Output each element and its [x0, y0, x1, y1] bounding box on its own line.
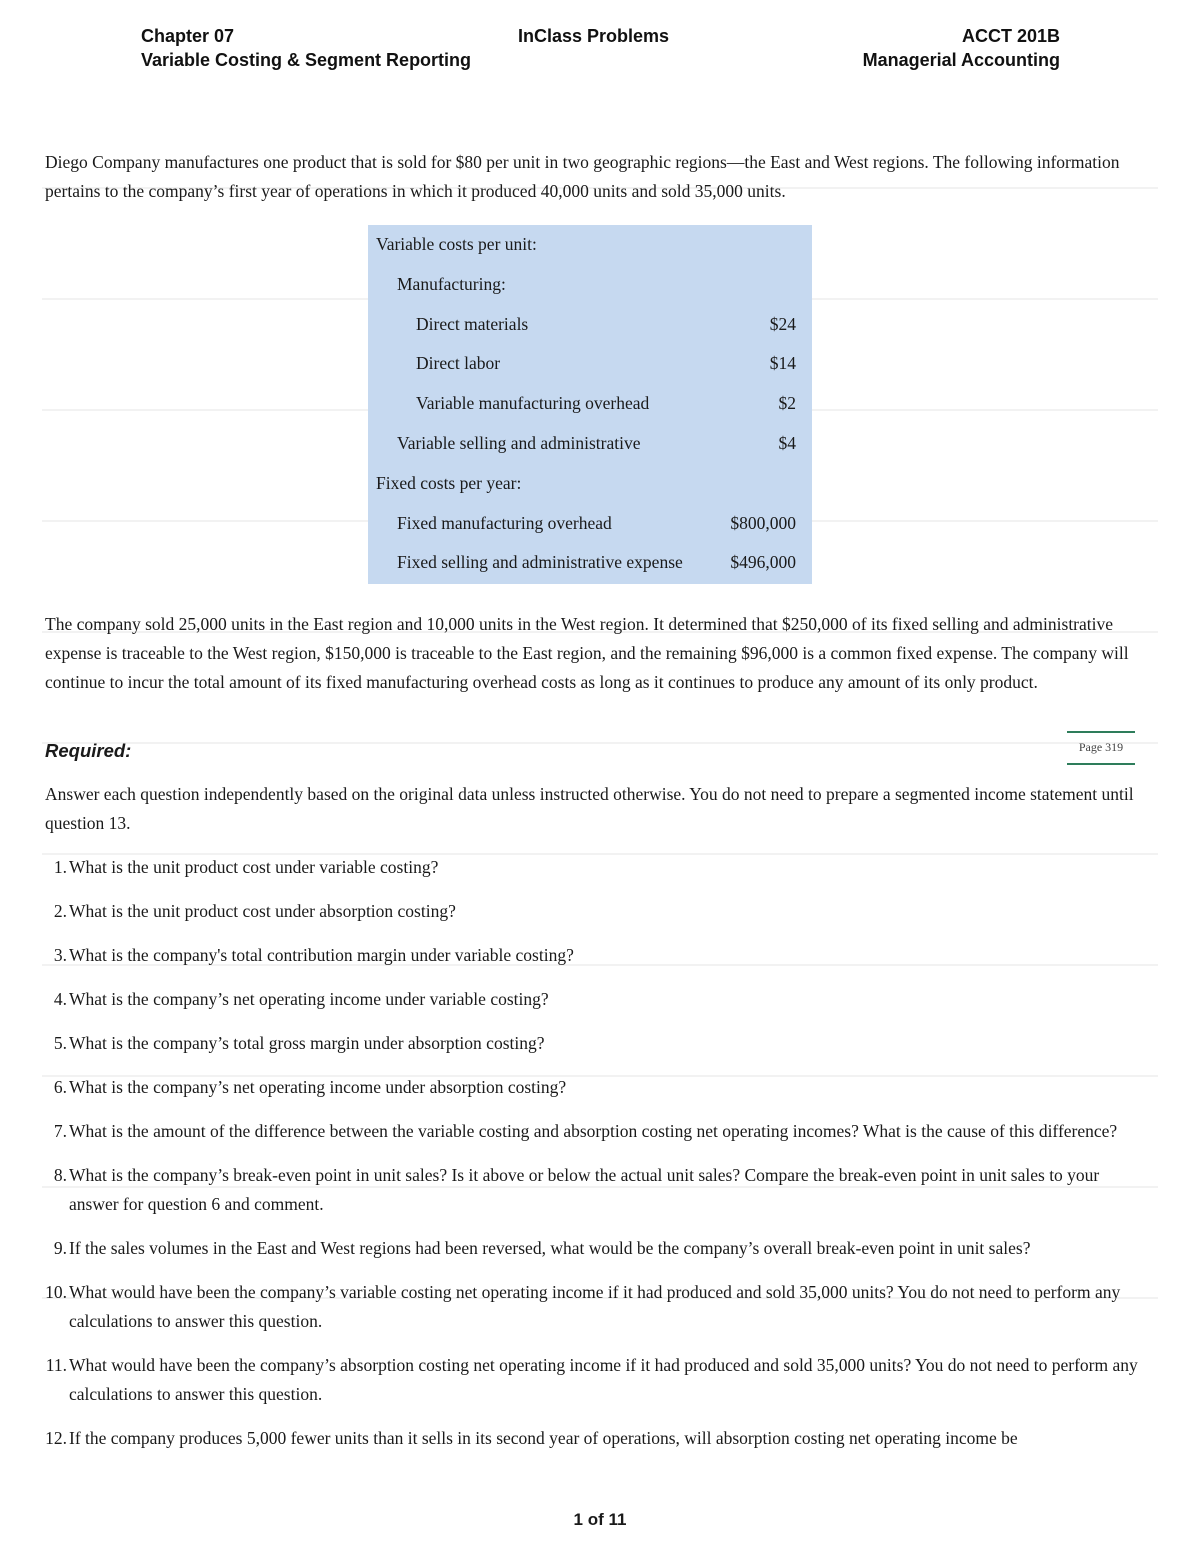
page-number: 1 of 11 — [573, 1510, 627, 1529]
question-text: What is the company’s net operating income under absorption costing? — [69, 1077, 567, 1097]
question-item — [45, 985, 1145, 1014]
divider — [42, 742, 1158, 744]
question-number: 3. — [53, 945, 67, 965]
question-number: 12. — [45, 1428, 67, 1448]
question-text: What is the company’s break-even point in unit sales? Is it above or below the actual unit sales? Compare the break-even point in unit sales to your answer for question 6 and comment. — [69, 1165, 1100, 1214]
question-text: What is the unit product cost under absorption costing? — [69, 901, 456, 921]
problem-intro: Diego Company manufactures one product that is sold for $80 per unit in two geographic regions—the East and West regions. The following information pertains to the company’s first year of operations in which it produced 40,000 units and sold 35,000 units. — [45, 152, 1120, 201]
question-text: What would have been the company’s variable costing net operating income if it had produced and sold 35,000 units? You do not need to perform any calculations to answer this question. — [69, 1282, 1121, 1331]
required-heading: Required: — [45, 740, 132, 761]
question-item — [45, 1234, 1145, 1263]
question-item — [45, 897, 1145, 926]
cost-label: Variable manufacturing overhead — [416, 393, 650, 414]
cost-label: Direct materials — [416, 313, 529, 334]
cost-table-row — [368, 544, 812, 584]
cost-label: Fixed manufacturing overhead — [397, 512, 612, 533]
problem-details: The company sold 25,000 units in the East region and 10,000 units in the West region. It determined that $250,000 of its fixed selling and administrative expense is traceable to the West region, $150,000 is traceable to the East region, and the remaining $96,000 is a common fixed expense. The company will continue to incur the total amount of its fixed manufacturing overhead costs as long as it continues to produce any amount of its only product. — [45, 614, 1129, 692]
question-list — [45, 853, 1145, 1468]
question-number: 8. — [53, 1165, 67, 1185]
cost-table-row — [368, 226, 812, 266]
question-text: If the company produces 5,000 fewer units than it sells in its second year of operations, will absorption costing net operating income be — [69, 1428, 1018, 1448]
cost-amount: $14 — [769, 353, 796, 374]
question-item — [45, 1029, 1145, 1058]
question-item — [45, 941, 1145, 970]
question-item — [45, 1117, 1145, 1146]
cost-table-row — [368, 266, 812, 306]
question-item — [45, 1073, 1145, 1102]
question-text: What is the company’s total gross margin under absorption costing? — [69, 1033, 545, 1053]
question-item — [45, 1351, 1145, 1409]
question-number: 11. — [45, 1355, 67, 1375]
cost-amount: $4 — [778, 433, 796, 453]
question-item — [45, 1161, 1145, 1219]
cost-label: Fixed selling and administrative expense — [397, 552, 683, 573]
question-text: What would have been the company’s absorption costing net operating income if it had produced and sold 35,000 units? You do not need to perform any calculations to answer this question. — [69, 1355, 1138, 1404]
question-item — [45, 1424, 1145, 1453]
document-type: InClass Problems — [518, 26, 670, 46]
cost-table-row — [368, 425, 812, 465]
question-text: What is the company's total contribution margin under variable costing? — [69, 945, 574, 965]
cost-table-row — [368, 505, 812, 545]
question-number: 1. — [53, 857, 67, 877]
cost-table-row — [368, 385, 812, 425]
question-number: 6. — [53, 1077, 67, 1097]
question-text: What is the company’s net operating income under variable costing? — [69, 989, 549, 1009]
course-code: ACCT 201B — [961, 26, 1060, 46]
page-header — [141, 24, 1060, 74]
cost-label: Variable selling and administrative — [397, 433, 641, 453]
cost-table-row — [368, 345, 812, 385]
question-number: 4. — [53, 989, 67, 1009]
chapter-title: Variable Costing & Segment Reporting — [141, 50, 472, 70]
answer-instructions: Answer each question independently based on the original data unless instructed otherwise. You do not need to prepare a segmented income statement until question 13. — [45, 784, 1134, 833]
question-number: 9. — [53, 1238, 67, 1258]
cost-table — [368, 225, 812, 584]
question-number: 7. — [53, 1121, 67, 1141]
cost-amount: $2 — [778, 393, 796, 414]
question-number: 5. — [53, 1033, 67, 1053]
question-number: 2. — [53, 901, 67, 921]
cost-table-row — [368, 465, 812, 505]
cost-amount: $496,000 — [730, 552, 796, 573]
cost-label: Variable costs per unit: — [376, 234, 537, 254]
question-text: What is the amount of the difference between the variable costing and absorption costing net operating incomes? What is the cause of this difference? — [69, 1121, 1118, 1141]
cost-table-row — [368, 306, 812, 346]
question-text: If the sales volumes in the East and West regions had been reversed, what would be the company’s overall break-even point in unit sales? — [69, 1238, 1031, 1258]
question-item — [45, 853, 1145, 882]
page-reference: Page 319 — [1067, 731, 1135, 765]
course-title: Managerial Accounting — [862, 50, 1060, 70]
cost-label: Manufacturing: — [397, 273, 506, 294]
cost-amount: $800,000 — [730, 512, 796, 533]
question-item — [45, 1278, 1145, 1336]
cost-amount: $24 — [769, 313, 796, 334]
cost-label: Direct labor — [416, 353, 501, 374]
chapter-number: Chapter 07 — [141, 26, 235, 46]
question-text: What is the unit product cost under variable costing? — [69, 857, 439, 877]
cost-label: Fixed costs per year: — [376, 472, 522, 493]
question-number: 10. — [45, 1282, 67, 1302]
